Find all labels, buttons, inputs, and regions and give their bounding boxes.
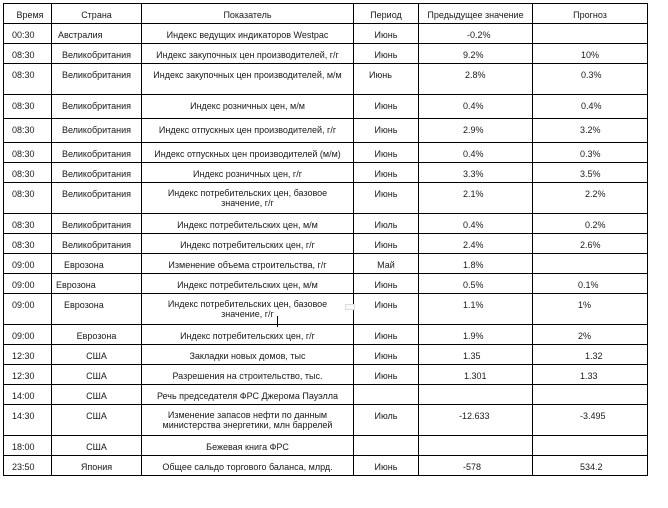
table-row [4, 143, 648, 163]
indicator-cell[interactable] [142, 456, 354, 476]
forecast-cell[interactable] [533, 385, 648, 405]
indicator-cell[interactable] [142, 436, 354, 456]
indicator-text: Индекс отпускных цен производителей (м/м) [154, 149, 341, 159]
economic-calendar-table [3, 3, 648, 476]
time-cell[interactable] [4, 405, 52, 436]
country-text: Великобритания [61, 220, 132, 230]
period-text: Июнь [374, 169, 398, 179]
time-text: 08:30 [12, 149, 35, 159]
forecast-cell[interactable] [533, 95, 648, 119]
forecast-cell[interactable] [533, 143, 648, 163]
country-text: Великобритания [61, 125, 132, 135]
table-row [4, 436, 648, 456]
forecast-text: 0.3% [581, 70, 602, 80]
previous-value-text: 3.3% [463, 169, 484, 179]
header-label: Время [16, 10, 44, 20]
previous-value-text: 2.8% [465, 70, 486, 80]
previous-value-text: -578 [463, 462, 482, 472]
period-cell[interactable] [354, 385, 419, 405]
period-text: Май [377, 260, 395, 270]
country-cell[interactable] [52, 163, 142, 183]
previous-value-cell[interactable] [419, 345, 533, 365]
table-row [4, 44, 648, 64]
forecast-cell[interactable] [533, 405, 648, 436]
country-cell[interactable] [52, 183, 142, 214]
header-period [354, 4, 419, 24]
time-text: 08:30 [12, 50, 35, 60]
forecast-text: 534.2 [580, 462, 603, 472]
time-text: 08:30 [12, 220, 35, 230]
forecast-text: 0.4% [581, 101, 602, 111]
period-cell[interactable] [354, 405, 419, 436]
forecast-cell[interactable] [533, 365, 648, 385]
time-cell[interactable] [4, 436, 52, 456]
previous-value-text: -0.2% [467, 30, 491, 40]
period-text: Июнь [374, 240, 398, 250]
previous-value-text: 0.4% [463, 220, 484, 230]
time-cell[interactable] [4, 183, 52, 214]
time-text: 12:30 [12, 351, 35, 361]
text-cursor-marker [277, 316, 278, 327]
previous-value-text: 0.5% [463, 280, 484, 290]
country-cell[interactable] [52, 254, 142, 274]
previous-value-cell[interactable] [419, 183, 533, 214]
header-label: Прогноз [573, 10, 607, 20]
forecast-text [533, 24, 647, 30]
indicator-text: Общее сальдо торгового баланса, млрд. [162, 462, 333, 472]
previous-value-text: 1.35 [463, 351, 481, 361]
header-time [4, 4, 52, 24]
indicator-cell[interactable] [142, 95, 354, 119]
time-text: 09:00 [12, 300, 35, 310]
period-cell[interactable] [354, 95, 419, 119]
previous-value-text: 9.2% [463, 50, 484, 60]
period-text: Июль [374, 411, 398, 421]
forecast-text: 0.1% [578, 280, 599, 290]
time-cell[interactable] [4, 254, 52, 274]
country-cell[interactable] [52, 234, 142, 254]
table-row [4, 254, 648, 274]
forecast-cell[interactable] [533, 456, 648, 476]
period-text: Июнь [374, 280, 398, 290]
indicator-cell[interactable] [142, 163, 354, 183]
forecast-text: 3.5% [580, 169, 601, 179]
time-cell[interactable] [4, 163, 52, 183]
time-text: 09:00 [12, 331, 35, 341]
period-text: Июнь [374, 50, 398, 60]
forecast-text [533, 254, 647, 260]
previous-value-cell[interactable] [419, 436, 533, 456]
forecast-cell[interactable] [533, 345, 648, 365]
time-text: 09:00 [12, 260, 35, 270]
forecast-cell[interactable] [533, 214, 648, 234]
previous-value-text: 2.9% [463, 125, 484, 135]
table-row [4, 385, 648, 405]
country-cell[interactable] [52, 143, 142, 163]
indicator-text: Речь председателя ФРС Джерома Пауэлла [156, 391, 339, 401]
table-row [4, 294, 648, 325]
forecast-text: 0.2% [585, 220, 606, 230]
previous-value-cell[interactable] [419, 163, 533, 183]
table-row [4, 405, 648, 436]
period-text: Июнь [374, 371, 398, 381]
time-text: 08:30 [12, 70, 35, 80]
indicator-text: Индекс потребительских цен, м/м [177, 220, 318, 230]
table-row [4, 163, 648, 183]
indicator-cell[interactable] [142, 294, 354, 325]
country-cell[interactable] [52, 44, 142, 64]
header-label: Период [370, 10, 402, 20]
indicator-text: Индекс потребительских цен, базовое значение, г/г [167, 188, 328, 208]
indicator-cell[interactable] [142, 183, 354, 214]
country-text: Еврозона [76, 331, 117, 341]
forecast-cell[interactable] [533, 325, 648, 345]
table-row [4, 345, 648, 365]
period-cell[interactable] [354, 183, 419, 214]
forecast-cell[interactable] [533, 24, 648, 44]
country-text: Великобритания [61, 101, 132, 111]
forecast-text: 2.6% [580, 240, 601, 250]
forecast-cell[interactable] [533, 183, 648, 214]
time-text: 08:30 [12, 169, 35, 179]
country-text: Великобритания [61, 149, 132, 159]
header-label: Показатель [223, 10, 272, 20]
previous-value-cell[interactable] [419, 119, 533, 143]
indicator-text: Индекс потребительских цен, м/м [177, 280, 318, 290]
country-cell[interactable] [52, 385, 142, 405]
time-cell[interactable] [4, 456, 52, 476]
indicator-text: Индекс потребительских цен, г/г [180, 331, 315, 341]
table-row [4, 365, 648, 385]
time-text: 14:30 [12, 411, 35, 421]
country-text: США [86, 371, 107, 381]
period-cell[interactable] [354, 163, 419, 183]
time-text: 08:30 [12, 189, 35, 199]
country-cell[interactable] [52, 456, 142, 476]
previous-value-text [419, 385, 532, 391]
indicator-cell[interactable] [142, 119, 354, 143]
table-row [4, 64, 648, 95]
indicator-text: Индекс розничных цен, г/г [193, 169, 302, 179]
previous-value-text: 1.9% [463, 331, 484, 341]
previous-value-cell[interactable] [419, 274, 533, 294]
country-cell[interactable] [52, 95, 142, 119]
previous-value-cell[interactable] [419, 405, 533, 436]
period-cell[interactable] [354, 214, 419, 234]
previous-value-cell[interactable] [419, 385, 533, 405]
previous-value-text: 2.4% [463, 240, 484, 250]
country-cell[interactable] [52, 294, 142, 325]
forecast-text: 2% [578, 331, 592, 341]
previous-value-text: 1.8% [463, 260, 484, 270]
table-row [4, 95, 648, 119]
indicator-text: Индекс закупочных цен производителей, м/м [153, 70, 342, 80]
country-text: Великобритания [61, 189, 132, 199]
time-cell[interactable] [4, 24, 52, 44]
indicator-cell[interactable] [142, 405, 354, 436]
country-cell[interactable] [52, 64, 142, 95]
previous-value-text: -12.633 [459, 411, 490, 421]
previous-value-cell[interactable] [419, 143, 533, 163]
period-text: Июнь [369, 70, 392, 80]
country-text: Австралия [58, 30, 103, 40]
indicator-cell[interactable] [142, 234, 354, 254]
indicator-cell[interactable] [142, 214, 354, 234]
time-text: 00:30 [12, 30, 35, 40]
forecast-text: 1% [578, 300, 592, 310]
time-text: 08:30 [12, 240, 35, 250]
country-cell[interactable] [52, 214, 142, 234]
country-text: США [86, 442, 107, 452]
indicator-text: Индекс ведущих индикаторов Westpac [166, 30, 329, 40]
forecast-text [533, 436, 647, 442]
country-cell[interactable] [52, 24, 142, 44]
time-cell[interactable] [4, 234, 52, 254]
period-text: Июнь [374, 30, 398, 40]
country-text: Еврозона [56, 280, 96, 290]
period-cell[interactable] [354, 24, 419, 44]
period-cell[interactable] [354, 44, 419, 64]
previous-value-text: 1.301 [464, 371, 487, 381]
period-text: Июнь [374, 125, 398, 135]
forecast-text: 3.2% [580, 125, 601, 135]
country-cell[interactable] [52, 119, 142, 143]
time-cell[interactable] [4, 143, 52, 163]
time-text: 18:00 [12, 442, 35, 452]
forecast-cell[interactable] [533, 274, 648, 294]
indicator-text: Индекс потребительских цен, базовое значение, г/г [167, 299, 328, 319]
time-cell[interactable] [4, 274, 52, 294]
time-cell[interactable] [4, 365, 52, 385]
country-text: США [86, 391, 107, 401]
previous-value-cell[interactable] [419, 64, 533, 95]
period-text: Июнь [374, 331, 398, 341]
table-row [4, 234, 648, 254]
previous-value-cell[interactable] [419, 456, 533, 476]
cell-dropdown-handle[interactable] [345, 304, 355, 310]
country-text: Великобритания [61, 70, 132, 80]
period-cell[interactable] [354, 64, 419, 95]
forecast-text [533, 385, 647, 391]
country-text: США [86, 411, 107, 421]
country-text: Великобритания [61, 50, 132, 60]
forecast-cell[interactable] [533, 44, 648, 64]
country-cell[interactable] [52, 325, 142, 345]
table-row [4, 119, 648, 143]
indicator-cell[interactable] [142, 44, 354, 64]
header-indicator [142, 4, 354, 24]
country-text: Япония [80, 462, 113, 472]
time-cell[interactable] [4, 345, 52, 365]
forecast-cell[interactable] [533, 436, 648, 456]
forecast-cell[interactable] [533, 294, 648, 325]
forecast-text: -3.495 [580, 411, 606, 421]
period-cell[interactable] [354, 436, 419, 456]
indicator-cell[interactable] [142, 24, 354, 44]
header-previous [419, 4, 533, 24]
previous-value-cell[interactable] [419, 214, 533, 234]
period-cell[interactable] [354, 254, 419, 274]
forecast-text: 1.33 [580, 371, 598, 381]
period-cell[interactable] [354, 365, 419, 385]
time-cell[interactable] [4, 44, 52, 64]
country-cell[interactable] [52, 274, 142, 294]
previous-value-text: 0.4% [463, 149, 484, 159]
previous-value-cell[interactable] [419, 254, 533, 274]
header-country [52, 4, 142, 24]
indicator-text: Индекс потребительских цен, г/г [180, 240, 315, 250]
time-cell[interactable] [4, 64, 52, 95]
period-text: Июнь [374, 149, 398, 159]
period-cell[interactable] [354, 325, 419, 345]
forecast-cell[interactable] [533, 163, 648, 183]
forecast-cell[interactable] [533, 64, 648, 95]
time-cell[interactable] [4, 119, 52, 143]
previous-value-cell[interactable] [419, 24, 533, 44]
indicator-text: Индекс розничных цен, м/м [190, 101, 305, 111]
indicator-text: Индекс закупочных цен производителей, г/г [156, 50, 339, 60]
country-text: Еврозона [64, 260, 104, 270]
time-cell[interactable] [4, 214, 52, 234]
indicator-text: Индекс отпускных цен производителей, г/г [158, 125, 337, 135]
forecast-text: 1.32 [585, 351, 603, 361]
previous-value-text: 0.4% [463, 101, 484, 111]
time-text: 08:30 [12, 125, 35, 135]
previous-value-text [419, 436, 532, 442]
period-cell[interactable] [354, 143, 419, 163]
period-text [354, 385, 418, 391]
table-row [4, 183, 648, 214]
table-row [4, 456, 648, 476]
header-row [4, 4, 648, 24]
previous-value-cell[interactable] [419, 294, 533, 325]
period-text: Июнь [374, 101, 398, 111]
indicator-text: Бежевая книга ФРС [206, 442, 289, 452]
previous-value-text: 2.1% [463, 189, 484, 199]
period-cell[interactable] [354, 274, 419, 294]
previous-value-cell[interactable] [419, 325, 533, 345]
indicator-text: Разрешения на строительство, тыс. [172, 371, 323, 381]
table-row [4, 325, 648, 345]
header-forecast [533, 4, 648, 24]
period-cell[interactable] [354, 119, 419, 143]
country-cell[interactable] [52, 345, 142, 365]
indicator-cell[interactable] [142, 64, 354, 95]
forecast-cell[interactable] [533, 234, 648, 254]
period-cell[interactable] [354, 345, 419, 365]
table-row [4, 274, 648, 294]
period-cell[interactable] [354, 294, 419, 325]
indicator-cell[interactable] [142, 345, 354, 365]
time-cell[interactable] [4, 385, 52, 405]
indicator-cell[interactable] [142, 365, 354, 385]
period-text [354, 436, 418, 442]
indicator-cell[interactable] [142, 385, 354, 405]
forecast-cell[interactable] [533, 254, 648, 274]
country-cell[interactable] [52, 365, 142, 385]
time-cell[interactable] [4, 325, 52, 345]
forecast-text: 10% [581, 50, 600, 60]
country-text: Великобритания [61, 169, 132, 179]
period-text: Июль [374, 220, 398, 230]
table-row [4, 214, 648, 234]
forecast-text: 0.3% [580, 149, 601, 159]
period-cell[interactable] [354, 234, 419, 254]
country-text: Великобритания [61, 240, 132, 250]
period-text: Июнь [374, 462, 398, 472]
period-cell[interactable] [354, 456, 419, 476]
time-text: 08:30 [12, 101, 35, 111]
indicator-text: Изменение объема строительства, г/г [168, 260, 327, 270]
period-text: Июнь [374, 300, 398, 310]
previous-value-text: 1.1% [463, 300, 484, 310]
forecast-cell[interactable] [533, 119, 648, 143]
previous-value-cell[interactable] [419, 44, 533, 64]
previous-value-cell[interactable] [419, 365, 533, 385]
previous-value-cell[interactable] [419, 95, 533, 119]
header-label: Предыдущее значение [427, 10, 524, 20]
time-text: 12:30 [12, 371, 35, 381]
time-text: 09:00 [12, 280, 35, 290]
indicator-cell[interactable] [142, 274, 354, 294]
country-text: Еврозона [64, 300, 104, 310]
country-cell[interactable] [52, 436, 142, 456]
table-row [4, 24, 648, 44]
indicator-cell[interactable] [142, 254, 354, 274]
period-text: Июнь [374, 351, 398, 361]
header-label: Страна [81, 10, 112, 20]
country-text: США [86, 351, 107, 361]
period-text: Июнь [374, 189, 398, 199]
indicator-text: Изменение запасов нефти по данным министерства энергетики, млн баррелей [162, 410, 333, 430]
time-text: 14:00 [12, 391, 35, 401]
indicator-cell[interactable] [142, 325, 354, 345]
previous-value-cell[interactable] [419, 234, 533, 254]
indicator-text: Закладки новых домов, тыс [189, 351, 306, 361]
time-cell[interactable] [4, 95, 52, 119]
time-text: 23:50 [12, 462, 35, 472]
indicator-cell[interactable] [142, 143, 354, 163]
time-cell[interactable] [4, 294, 52, 325]
forecast-text: 2.2% [585, 189, 606, 199]
country-cell[interactable] [52, 405, 142, 436]
